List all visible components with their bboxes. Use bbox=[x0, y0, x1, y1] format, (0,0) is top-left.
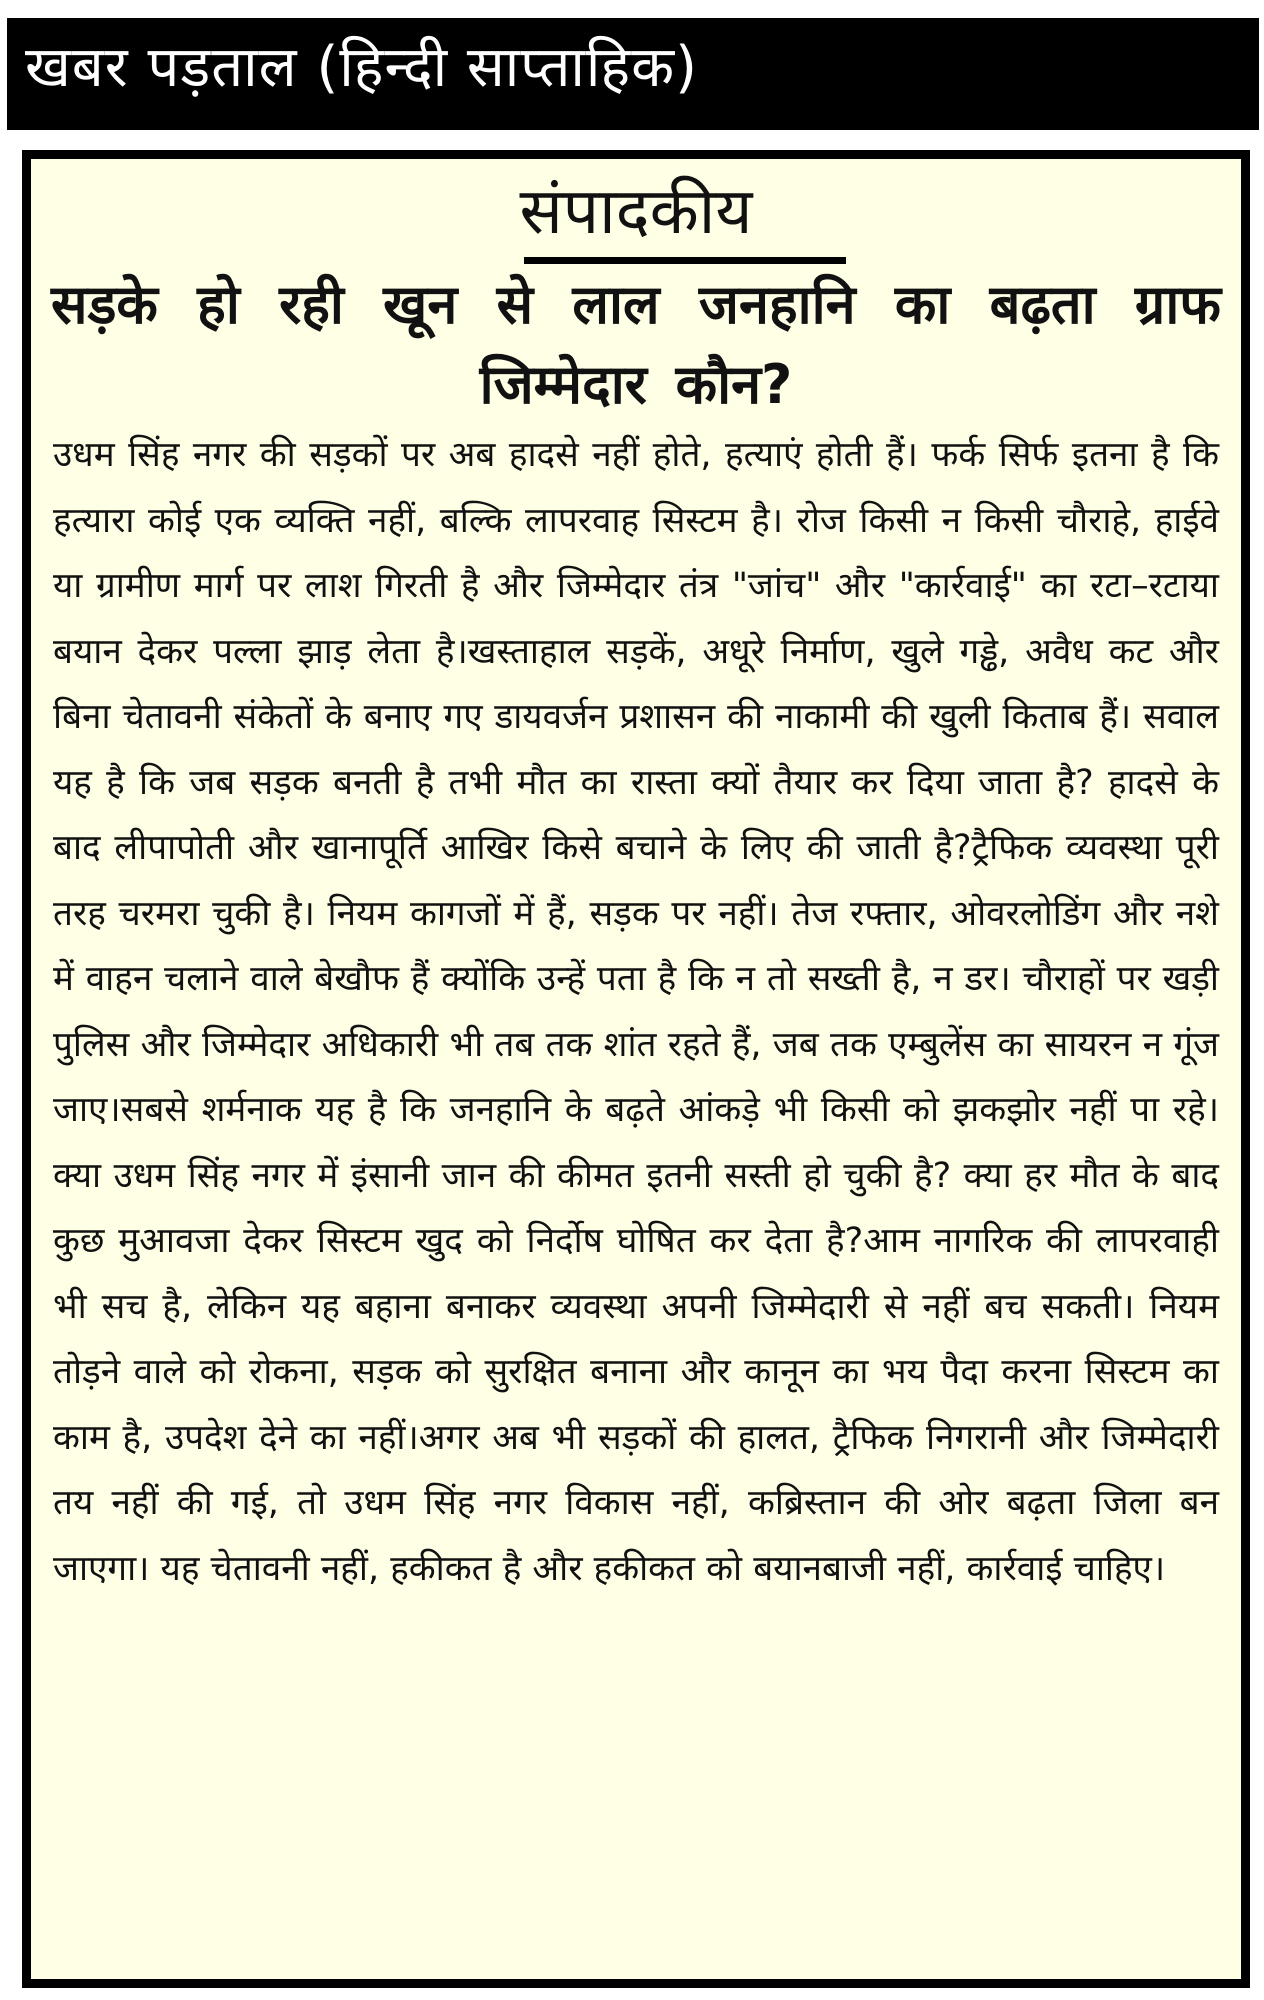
editorial-headline: सड़के हो रही खून से लाल जनहानि का बढ़ता ग्राफ जिम्मेदार कौन? bbox=[51, 273, 1221, 416]
masthead-banner bbox=[7, 18, 1259, 130]
editorial-box bbox=[22, 150, 1250, 1988]
editorial-body: उधम सिंह नगर की सड़कों पर अब हादसे नहीं होते, हत्याएं होती हैं। फर्क सिर्फ इतना है कि हत्यारा कोई एक व्यक्ति नहीं, बल्कि लापरवाह सिस्टम है। रोज किसी न किसी चौराहे, हाईवे या ग्रामीण मार्ग पर लाश गिरती है और जिम्मेदार तंत्र "जांच" और "कार्रवाई" का रटा–रटाया बयान देकर पल्ला झाड़ लेता है।खस्ताहाल सड़कें, अधूरे निर्माण, खुले गड्ढे, अवैध कट और बिना चेतावनी संकेतों के बनाए गए डायवर्जन प्रशासन की नाकामी की खुली किताब हैं। सवाल यह है कि जब सड़क बनती है तभी मौत का रास्ता क्यों तैयार कर दिया जाता है? हादसे के बाद लीपापोती और खानापूर्ति आखिर किसे बचाने के लिए की जाती है?ट्रैफिक व्यवस्था पूरी तरह चरमरा चुकी है। नियम कागजों में हैं, सड़क पर नहीं। तेज रफ्तार, ओवरलोडिंग और नशे में वाहन चलाने वाले बेखौफ हैं क्योंकि उन्हें पता है कि न तो सख्ती है, न डर। चौराहों पर खड़ी पुलिस और जिम्मेदार अधिकारी भी तब तक शांत रहते हैं, जब तक एम्बुलेंस का सायरन न गूंज जाए।सबसे शर्मनाक यह है कि जनहानि के बढ़ते आंकड़े भी किसी को झकझोर नहीं पा रहे। क्या उधम सिंह नगर में इंसानी जान की कीमत इतनी सस्ती हो चुकी है? क्या हर मौत के बाद कुछ मुआवजा देकर सिस्टम खुद को निर्दोष घोषित कर देता है?आम नागरिक की लापरवाही भी सच है, लेकिन यह बहाना बनाकर व्यवस्था अपनी जिम्मेदारी से नहीं बच सकती। नियम तोड़ने वाले को रोकना, सड़क को सुरक्षित बनाना और कानून का भय पैदा करना सिस्टम का काम है, उपदेश देने का नहीं।अगर अब भी सड़कों की हालत, ट्रैफिक निगरानी और जिम्मेदारी तय नहीं की गई, तो उधम सिंह नगर विकास नहीं, कब्रिस्तान की ओर बढ़ता जिला बन जाएगा। यह चेतावनी नहीं, हकीकत है और हकीकत को बयानबाजी नहीं, कार्रवाई चाहिए। bbox=[53, 435, 1219, 1589]
newspaper-title: खबर पड़ताल (हिन्दी साप्ताहिक) bbox=[25, 35, 699, 100]
section-underline bbox=[524, 257, 846, 264]
section-label: संपादकीय bbox=[519, 175, 753, 249]
